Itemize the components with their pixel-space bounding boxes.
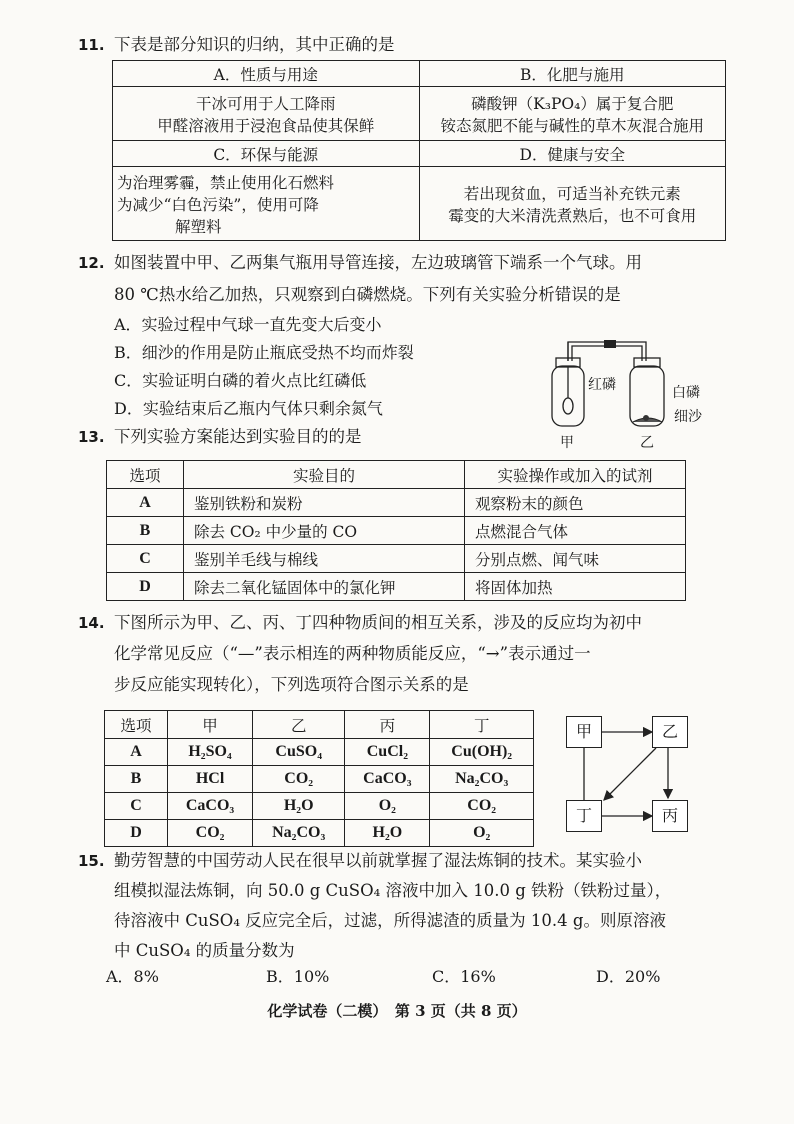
q13-number: 13. [78,428,105,446]
q12-option-d[interactable]: D．实验结束后乙瓶内气体只剩余氮气 [114,399,383,418]
table-row: B 除去 CO₂ 中少量的 CO 点燃混合气体 [107,517,686,545]
table-row: D 除去二氧化锰固体中的氯化钾 将固体加热 [107,573,686,601]
q14-stem: 14. 下图所示为甲、乙、丙、丁四种物质间的相互关系，涉及的反应均为初中 化学常见反应（“—”表示相连的两种物质能反应，“→”表示通过一 步反应能实现转化），下列选项符合图示关系的是 [78,610,738,698]
table-row: D CO₂ Na₂CO₃ H₂O O₂ [105,820,534,847]
q11-b-title: B．化肥与施用 [419,61,726,87]
q12-label-jia: 甲 [560,435,574,451]
q14-node-yi: 乙 [652,716,688,748]
q11-number: 11. [78,36,105,54]
q15-option-c[interactable]: C．16% [432,967,496,986]
q11-a-body: 干冰可用于人工降雨 甲醛溶液用于浸泡食品使其保鲜 [113,87,420,141]
q12-label-sand: 细沙 [674,409,702,425]
table-row: C CaCO₃ H₂O O₂ CO₂ [105,793,534,820]
q11-c-body: 为治理雾霾，禁止使用化石燃料 为减少“白色污染”，使用可降 解塑料 [113,167,420,241]
q15-option-d[interactable]: D．20% [596,967,661,986]
q12-option-b[interactable]: B．细沙的作用是防止瓶底受热不均而炸裂 [114,343,414,362]
q12-option-a[interactable]: A．实验过程中气球一直先变大后变小 [114,315,382,334]
q13-header-goal: 实验目的 [184,461,465,489]
table-row: C 鉴别羊毛线与棉线 分别点燃、闻气味 [107,545,686,573]
q12-number: 12. [78,254,105,272]
table-row: A H₂SO₄ CuSO₄ CuCl₂ Cu(OH)₂ [105,739,534,766]
q12-option-c[interactable]: C．实验证明白磷的着火点比红磷低 [114,371,367,390]
q13-stem: 13. 下列实验方案能达到实验目的的是 [78,424,718,450]
q14-node-jia: 甲 [566,716,602,748]
q11-d-body: 若出现贫血，可适当补充铁元素 霉变的大米清洗煮熟后，也不可食用 [419,167,726,241]
q11-stem [78,32,718,58]
q11-text: 下表是部分知识的归纳，其中正确的是 [114,35,395,54]
q11-c-title: C．环保与能源 [113,141,420,167]
q11-b-body: 磷酸钾（K₃PO₄）属于复合肥 铵态氮肥不能与碱性的草木灰混合施用 [419,87,726,141]
page-footer: 化学试卷（二模） 第 3 页（共 8 页） [267,1002,527,1020]
q14-number: 14. [78,614,105,632]
q12-label-red-phosphorus: 红磷 [588,377,616,393]
q15-stem: 15. 勤劳智慧的中国劳动人民在很早以前就掌握了湿法炼铜的技术。某实验小 组模拟湿法炼铜，向 50.0 g CuSO₄ 溶液中加入 10.0 g 铁粉（铁粉过量）， 待溶液中 CuSO₄ 反应完全后，过滤，所得滤渣的质量为 10.4 g。则原溶液 中 CuSO₄ 的质量分数为 [78,848,738,964]
q12-label-white-phosphorus: 白磷 [672,385,700,401]
q12-label-yi: 乙 [640,435,654,451]
q11-a-title: A．性质与用途 [113,61,420,87]
q14-node-ding: 丁 [566,800,602,832]
q11-d-title: D．健康与安全 [419,141,726,167]
q14-table: 选项 甲 乙 丙 丁 A H₂SO₄ CuSO₄ CuCl₂ Cu(OH)₂ B HCl CO₂ CaCO₃ Na₂CO₃ C CaCO₃ H₂O O₂ CO₂ D CO₂ Na₂CO₃ H₂O O₂ [104,710,534,847]
q15-option-a[interactable]: A．8% [106,967,159,986]
q14-node-bing: 丙 [652,800,688,832]
q13-header-option: 选项 [107,461,184,489]
q15-option-b[interactable]: B．10% [266,967,330,986]
q12-stem: 12. 如图装置中甲、乙两集气瓶用导管连接，左边玻璃管下端系一个气球。用 80 ℃热水给乙加热，只观察到白磷燃烧。下列有关实验分析错误的是 [78,250,738,308]
table-row: B HCl CO₂ CaCO₃ Na₂CO₃ [105,766,534,793]
table-row: A 鉴别铁粉和炭粉 观察粉末的颜色 [107,489,686,517]
q13-table [106,460,686,601]
q11-table [112,60,726,241]
q15-number: 15. [78,852,105,870]
q13-header-operation: 实验操作或加入的试剂 [465,461,686,489]
